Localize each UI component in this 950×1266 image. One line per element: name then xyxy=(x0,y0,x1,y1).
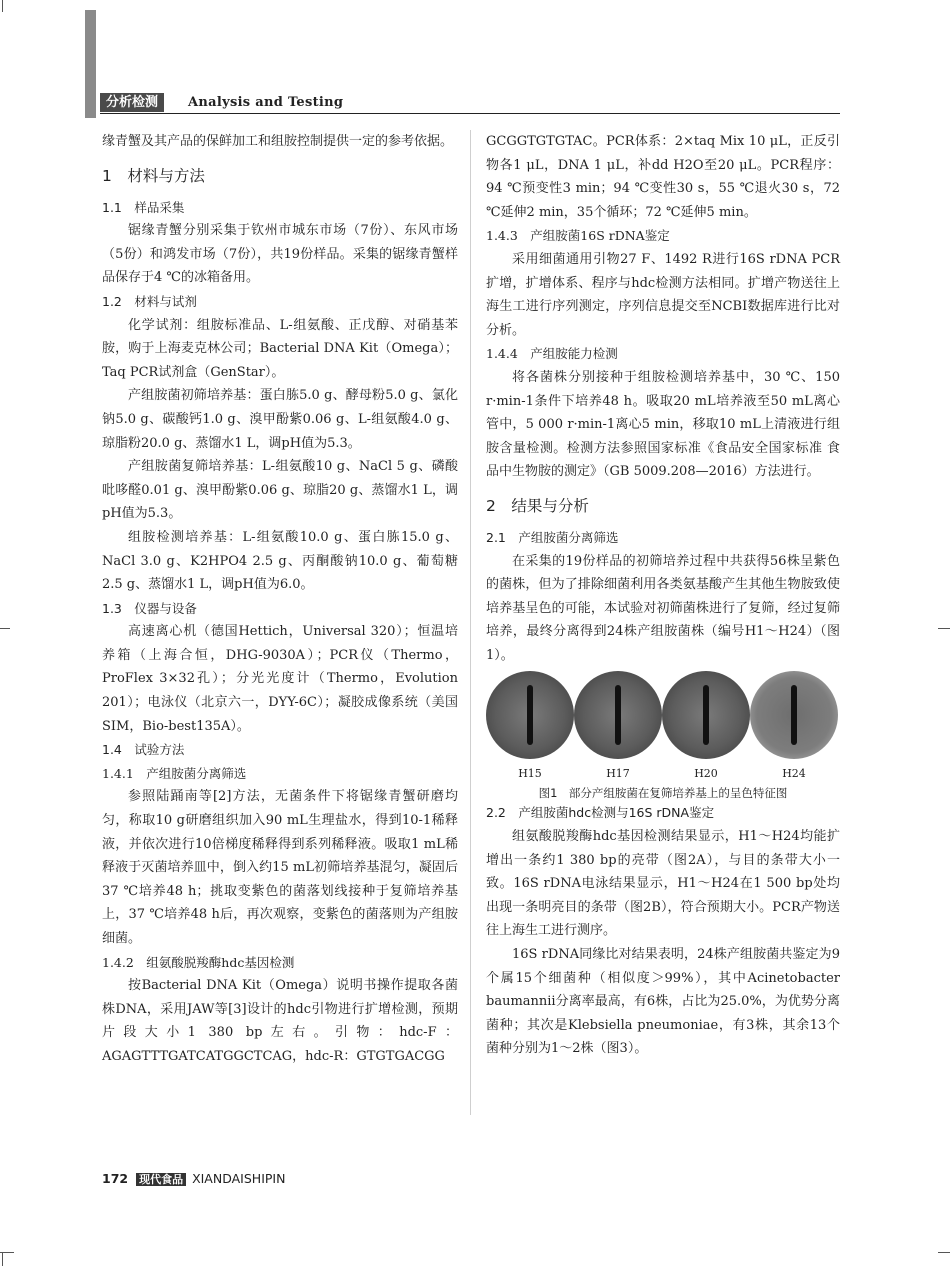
page-number: 172 xyxy=(102,1171,129,1186)
pcr-continuation-paragraph: GCGGTGTGTAC。PCR体系：2×taq Mix 10 μL，正反引物各1 μL，DNA 1 μL，补dd H2O至20 μL。PCR程序：94 ℃预变性3 min；94 ℃变性30 s，55 ℃退火30 s，72 ℃延伸2 min，35个循环；72 ℃延伸5 min。 xyxy=(486,134,840,220)
section-2-heading: 2 结果与分析 xyxy=(486,496,589,515)
section-1-3-heading: 1.3 仪器与设备 xyxy=(102,600,197,616)
section-2-2-heading: 2.2 产组胺菌hdc检测与16S rDNA鉴定 xyxy=(486,805,715,821)
isolation-method-paragraph: 参照陆踊南等[2]方法，无菌条件下将锯缘青蟹研磨均匀，称取10 g研磨组织加入90 mL生理盐水，得到10-1稀释液，并依次进行10倍梯度稀释得到系列稀释液。吸取1 mL稀释液于灭菌培养皿中，倒入约15 mL初筛培养基混匀，凝固后37 ℃培养48 h；挑取变紫色的菌落划线接种于复筛培养基上，37 ℃培养48 h后，再次观察，变紫色的菌落则为产组胺细菌。 xyxy=(102,789,458,946)
crop-mark-mid-right xyxy=(938,628,950,629)
crop-mark-top-left xyxy=(2,0,3,12)
screening-results-paragraph: 在采集的19份样品的初筛培养过程中共获得56株呈紫色的菌株，但为了排除细菌利用各类氨基酸产生其他生物胺致使培养基呈色的可能，本试验对初筛菌株进行了复筛，经过复筛培养，最终分离得到24株产组胺菌株（编号H1～H24）（图1）。 xyxy=(486,553,840,663)
primary-medium-paragraph: 产组胺菌初筛培养基：蛋白胨5.0 g、酵母粉5.0 g、氯化钠5.0 g、碳酸钙1.0 g、溴甲酚紫0.06 g、L-组氨酸4.0 g、琼脂粉20.0 g、蒸馏水1 L，调pH值为5.3。 xyxy=(102,388,458,451)
hdc-method-paragraph: 按Bacterial DNA Kit（Omega）说明书操作提取各菌株DNA，采用JAW等[3]设计的hdc引物进行扩增检测，预期片段大小1 380 bp左右。引物：hdc-F：AGAGTTTGATCATGGCTCAG，hdc-R：GTGTGACGG xyxy=(102,978,458,1064)
section-1-4-heading: 1.4 试验方法 xyxy=(102,742,185,758)
colony-streak xyxy=(527,685,533,745)
section-1-2-heading: 1.2 材料与试剂 xyxy=(102,293,197,309)
histamine-ability-paragraph: 将各菌株分别接种于组胺检测培养基中，30 ℃、150 r·min-1条件下培养48 h。吸取20 mL培养液至50 mL离心管中，5 000 r·min-1离心5 min，移取10 mL上清液进行组胺含量检测。检测方法参照国家标准《食品安全国家标准 食品中生物胺的测定》（GB 5009.208—2016）方法进行。 xyxy=(486,369,840,480)
equipment-paragraph: 高速离心机（德国Hettich，Universal 320）；恒温培养箱（上海合恒，DHG-9030A）；PCR仪（Thermo，ProFlex 3×32孔）；分光光度计（Thermo，Evolution 201）；电泳仪（北京六一，DYY-6C）；凝胶成像系统（美国SIM，Bio-best135A）。 xyxy=(102,624,458,734)
figure-1 xyxy=(486,671,840,801)
crop-mark-bottom-left xyxy=(2,1252,3,1266)
section-1-4-1-heading: 1.4.1 产组胺菌分离筛选 xyxy=(102,765,247,781)
petri-dish-image xyxy=(574,671,662,759)
petri-dish-image xyxy=(750,671,838,759)
section-1-4-2-heading: 1.4.2 组氨酸脱羧酶hdc基因检测 xyxy=(102,954,295,970)
crop-mark-bottom-right xyxy=(938,1252,950,1253)
section-1-heading: 1 材料与方法 xyxy=(102,166,205,185)
crop-mark-mid-left xyxy=(0,628,10,629)
section-1-4-3-heading: 1.4.3 产组胺菌16S rDNA鉴定 xyxy=(486,228,670,244)
rdna-method-paragraph: 采用细菌通用引物27 F、1492 R进行16S rDNA PCR扩增，扩增体系、程序与hdc检测方法相同。扩增产物送往上海生工进行序列测定，序列信息提交至NCBI数据库进行比对分析。 xyxy=(486,251,840,338)
section-2-1-heading: 2.1 产组胺菌分离筛选 xyxy=(486,529,619,545)
plate-label: H17 xyxy=(606,767,630,781)
petri-dish-image xyxy=(662,671,750,759)
hdc-results-paragraph: 组氨酸脱羧酶hdc基因检测结果显示，H1～H24均能扩增出一条约1 380 bp的亮带（图2A），与目的条带大小一致。16S rDNA电泳结果显示，H1～H24在1 500 bp处均出现一条明亮目的条带（图2B），符合预期大小。PCR产物送往上海生工进行测序。 xyxy=(486,829,840,939)
plate-label: H24 xyxy=(782,767,806,781)
plate-label: H15 xyxy=(518,767,542,781)
intro-paragraph: 缘青蟹及其产品的保鲜加工和组胺控制提供一定的参考依据。 xyxy=(102,134,454,149)
column-divider xyxy=(470,130,471,1115)
left-column xyxy=(102,130,458,1069)
detection-medium-paragraph: 组胺检测培养基：L-组氨酸10.0 g、蛋白胨15.0 g、NaCl 3.0 g、K2HPO4 2.5 g、丙酮酸钠10.0 g、葡萄糖2.5 g、蒸馏水1 L，调pH值为6.0。 xyxy=(102,529,458,593)
section-1-1-heading: 1.1 样品采集 xyxy=(102,199,185,215)
magazine-logo: 现代食品 xyxy=(136,1173,186,1186)
right-column xyxy=(486,130,840,1061)
reagents-paragraph: 化学试剂：组胺标准品、L-组氨酸、正戊醇、对硝基苯胺，购于上海麦克林公司；Bacterial DNA Kit（Omega）；Taq PCR试剂盒（GenStar）。 xyxy=(102,317,458,380)
section-english-title: Analysis and Testing xyxy=(188,95,344,110)
page-footer xyxy=(102,1170,285,1188)
figure-1-caption: 图1 部分产组胺菌在复筛培养基上的呈色特征图 xyxy=(538,786,788,801)
petri-dish-image xyxy=(486,671,574,759)
colony-streak xyxy=(615,685,621,745)
secondary-medium-paragraph: 产组胺菌复筛培养基：L-组氨酸10 g、NaCl 5 g、磷酸吡哆醛0.01 g、溴甲酚紫0.06 g、琼脂20 g、蒸馏水1 L，调pH值为5.3。 xyxy=(102,459,458,522)
magazine-pinyin: XIANDAISHIPIN xyxy=(192,1171,286,1186)
colony-streak xyxy=(791,685,797,745)
identification-results-paragraph: 16S rDNA同缘比对结果表明，24株产组胺菌共鉴定为9个属15个细菌种（相似度＞99%），其中Acinetobacter baumannii分离率最高，有6株，占比为25.0%，为优势分离菌种；其次是Klebsiella pneumoniae，有3株，其余13个菌种分别为1～2株（图3）。 xyxy=(486,947,840,1057)
plate-label: H20 xyxy=(694,767,718,781)
section-1-4-4-heading: 1.4.4 产组胺能力检测 xyxy=(486,346,618,362)
sample-collection-paragraph: 锯缘青蟹分别采集于钦州市城东市场（7份）、东风市场（5份）和鸿发市场（7份），共19份样品。采集的锯缘青蟹样品保存于4 ℃的冰箱备用。 xyxy=(102,223,458,286)
running-header xyxy=(100,93,840,114)
colony-streak xyxy=(703,685,709,745)
margin-gray-bar xyxy=(85,10,96,118)
section-badge: 分析检测 xyxy=(100,93,164,112)
crop-mark-bottom-left-h xyxy=(0,1252,14,1253)
